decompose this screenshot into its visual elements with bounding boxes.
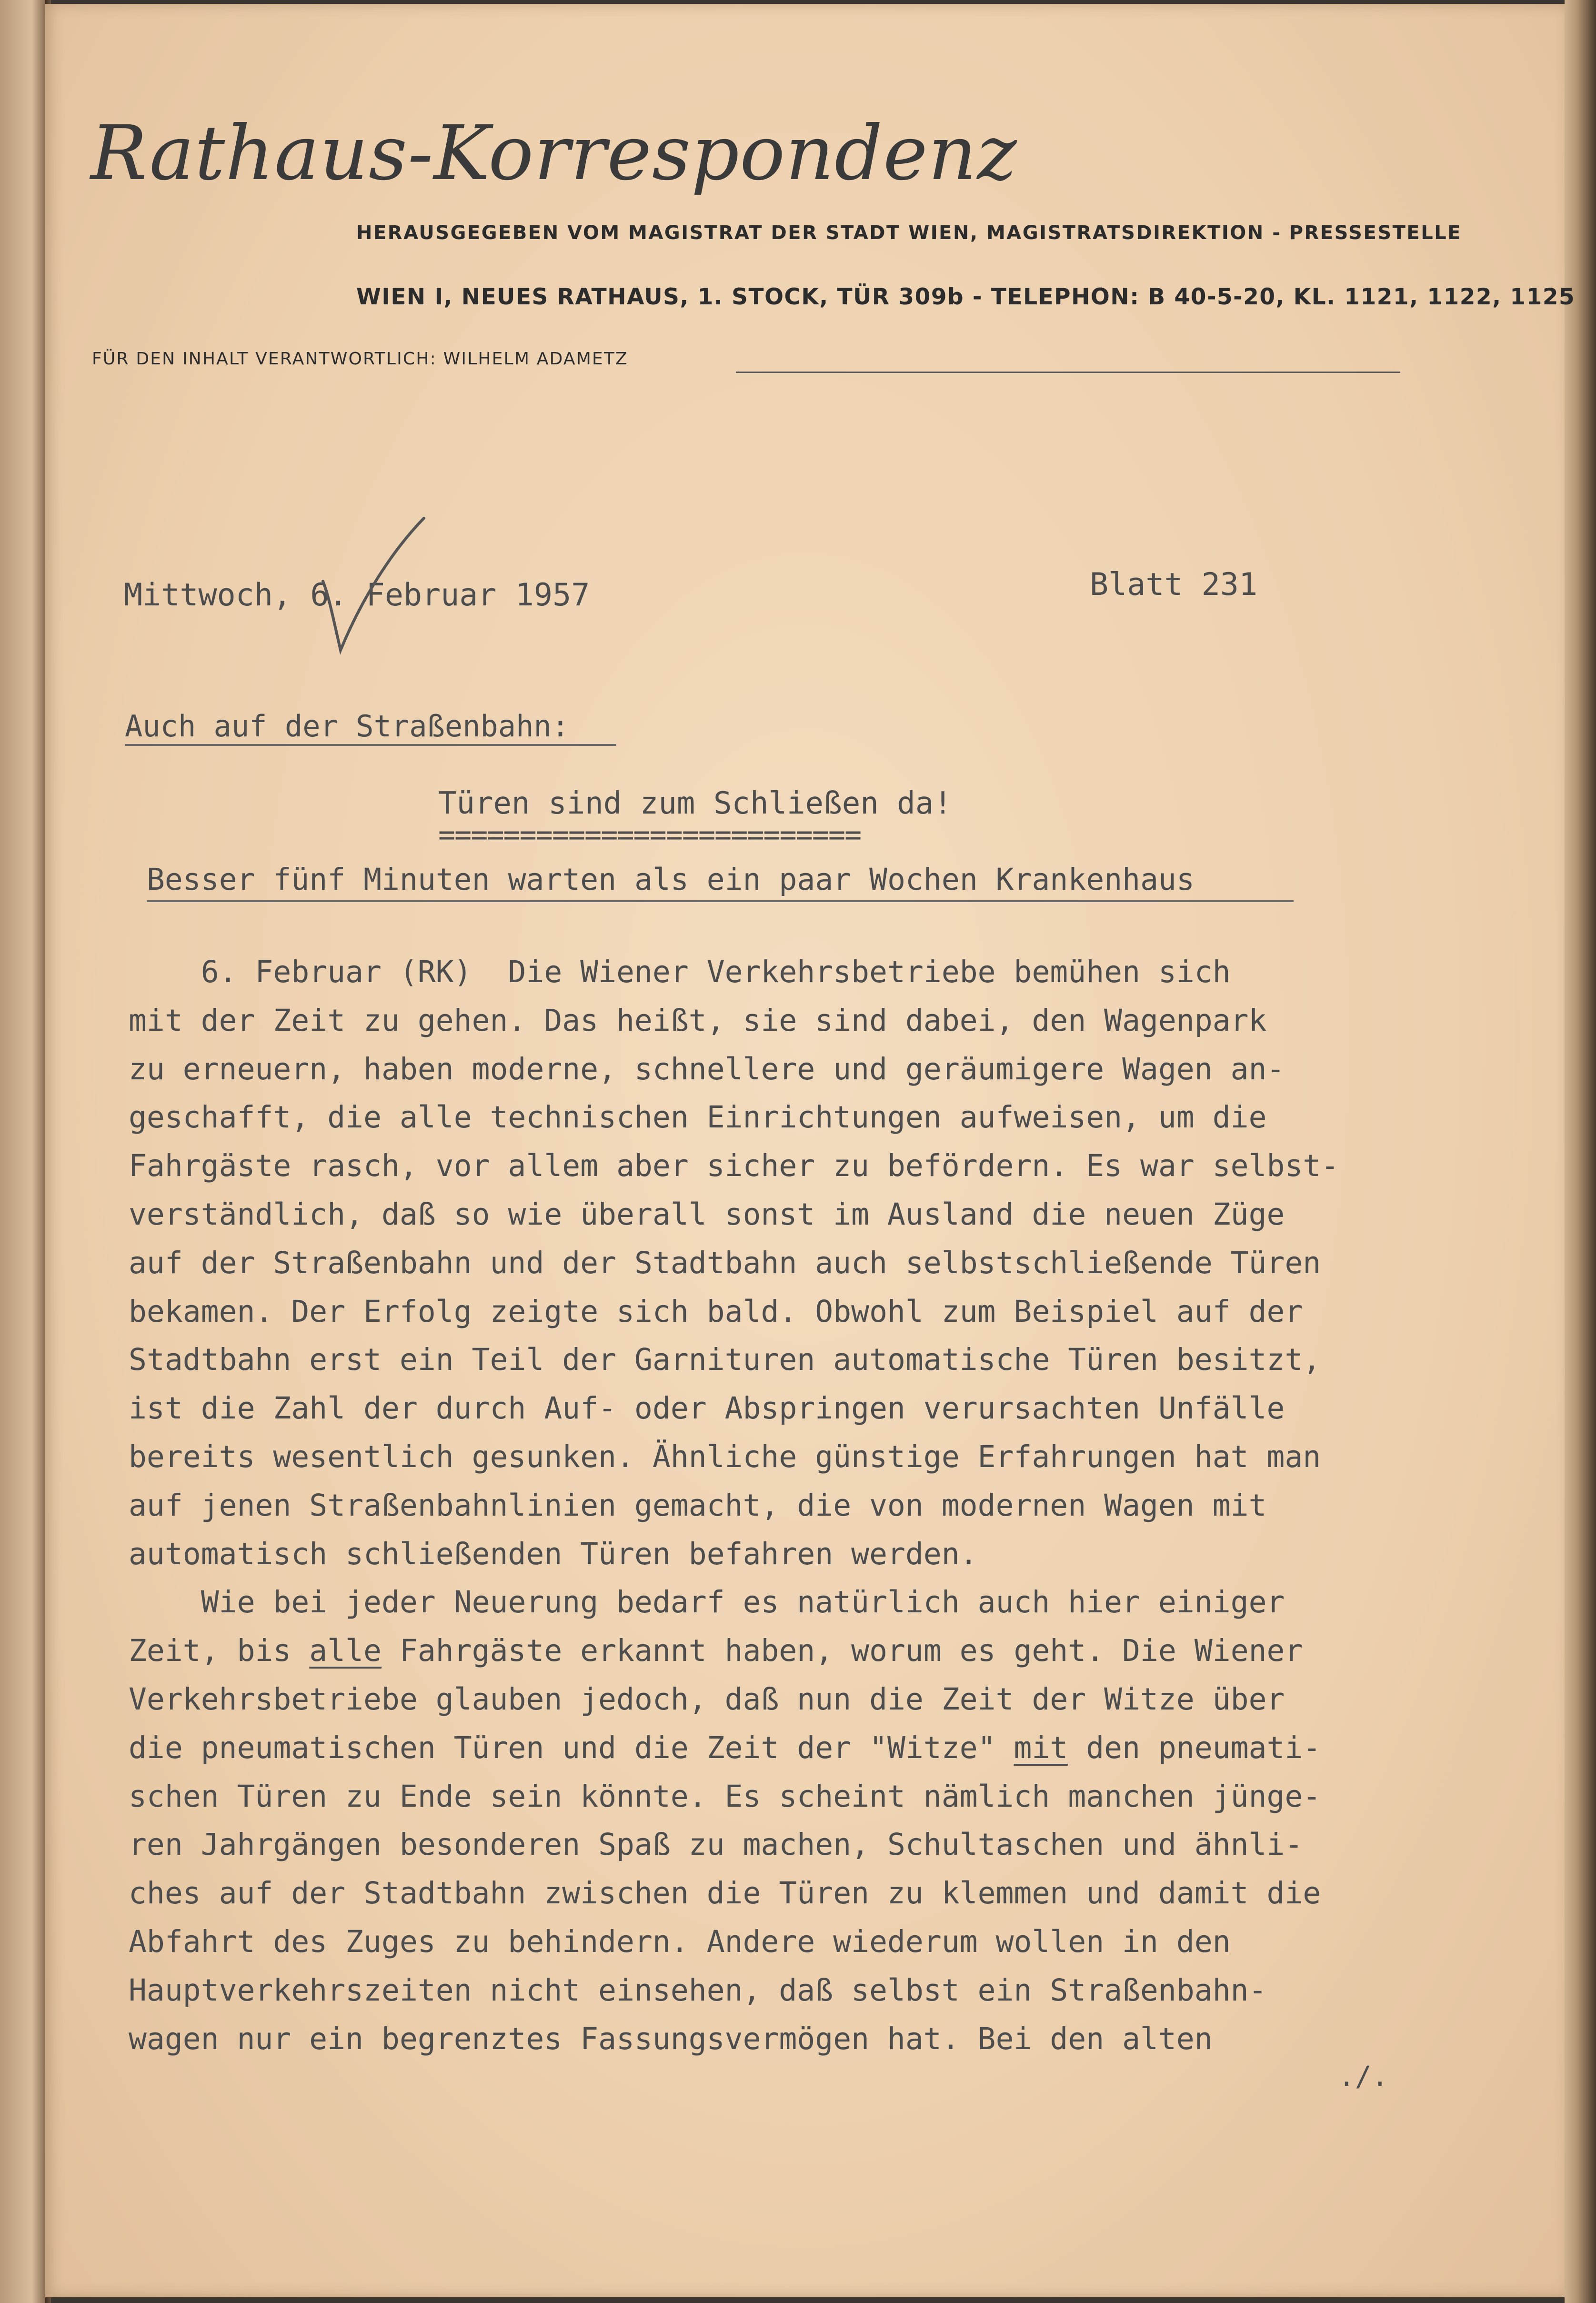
- body-line: ches auf der Stadtbahn zwischen die Türen zu klemmen und damit die: [129, 1876, 1321, 1911]
- underlined-word: alle: [309, 1633, 382, 1669]
- body-line: ren Jahrgängen besonderen Spaß zu machen, Schultaschen und ähnli-: [129, 1827, 1303, 1862]
- address-line: WIEN I, NEUES RATHAUS, 1. STOCK, TÜR 309b - TELEPHON: B 40-5-20, KL. 1121, 1122, 1125: [356, 284, 1576, 310]
- intro-heading: Auch auf der Straßenbahn:: [125, 709, 570, 744]
- body-line: zu erneuern, haben moderne, schnellere und geräumigere Wagen an-: [129, 1051, 1285, 1086]
- body-line: Hauptverkehrszeiten nicht einsehen, daß selbst ein Straßenbahn-: [129, 1972, 1267, 2008]
- body-line: verständlich, daß so wie überall sonst im Ausland die neuen Züge: [129, 1197, 1285, 1232]
- body-line: Fahrgäste rasch, vor allem aber sicher zu befördern. Es war selbst-: [129, 1148, 1339, 1184]
- article-title: Türen sind zum Schließen da!: [438, 786, 952, 821]
- continuation-mark: ./.: [1338, 2060, 1388, 2092]
- body-line: wagen nur ein begrenztes Fassungsvermögen hat. Bei den alten: [129, 2021, 1213, 2056]
- body-line: mit der Zeit zu gehen. Das heißt, sie sind dabei, den Wagenpark: [129, 1003, 1267, 1038]
- body-line: ist die Zahl der durch Auf- oder Abspringen verursachten Unfälle: [129, 1391, 1285, 1426]
- body-line: Abfahrt des Zuges zu behindern. Andere wiederum wollen in den: [129, 1924, 1231, 1959]
- body-line: Wie bei jeder Neuerung bedarf es natürlich auch hier einiger: [129, 1585, 1285, 1620]
- masthead-title: Rathaus-Korrespondenz: [90, 110, 1017, 197]
- body-line: 6. Februar (RK) Die Wiener Verkehrsbetriebe bemühen sich: [129, 955, 1231, 989]
- title-double-underline: ==========================: [438, 818, 861, 852]
- body-line: automatisch schließenden Türen befahren werden.: [129, 1536, 978, 1571]
- issue-date: Mittwoch, 6. Februar 1957: [124, 577, 590, 613]
- responsible-editor-line: FÜR DEN INHALT VERANTWORTLICH: WILHELM ADAMETZ: [92, 349, 629, 369]
- body-line: auf jenen Straßenbahnlinien gemacht, die von modernen Wagen mit: [129, 1488, 1267, 1523]
- intro-underline: [125, 744, 616, 746]
- body-line: bereits wesentlich gesunken. Ähnliche günstige Erfahrungen hat man: [129, 1439, 1321, 1474]
- page-stack-edge: [1565, 0, 1596, 2303]
- body-line: bekamen. Der Erfolg zeigte sich bald. Obwohl zum Beispiel auf der: [129, 1294, 1303, 1329]
- body-line: die pneumatischen Türen und die Zeit der "Witze" mit den pneumati-: [129, 1730, 1321, 1765]
- body-line: auf der Straßenbahn und der Stadtbahn auch selbstschließende Türen: [129, 1245, 1321, 1280]
- publisher-line: HERAUSGEGEBEN VOM MAGISTRAT DER STADT WIEN, MAGISTRATSDIREKTION - PRESSESTELLE: [356, 222, 1462, 244]
- body-line: Stadtbahn erst ein Teil der Garnituren automatische Türen besitzt,: [129, 1342, 1321, 1378]
- body-line: schen Türen zu Ende sein könnte. Es scheint nämlich manchen jünge-: [129, 1779, 1321, 1814]
- body-line: geschafft, die alle technischen Einrichtungen aufweisen, um die: [129, 1100, 1267, 1135]
- body-line: Verkehrsbetriebe glauben jedoch, daß nun die Zeit der Witze über: [129, 1681, 1285, 1717]
- body-line: Zeit, bis alle Fahrgäste erkannt haben, worum es geht. Die Wiener: [129, 1633, 1303, 1669]
- article-subtitle: Besser fünf Minuten warten als ein paar Wochen Krankenhaus: [147, 862, 1194, 897]
- editor-rule: [736, 372, 1400, 373]
- check-mark-icon: [314, 514, 429, 657]
- previous-page-edge: [0, 0, 45, 2303]
- subtitle-underline: [147, 900, 1294, 902]
- underlined-word: mit: [1014, 1730, 1068, 1765]
- article-body: [129, 948, 1339, 2063]
- sheet-number: Blatt 231: [1090, 567, 1258, 603]
